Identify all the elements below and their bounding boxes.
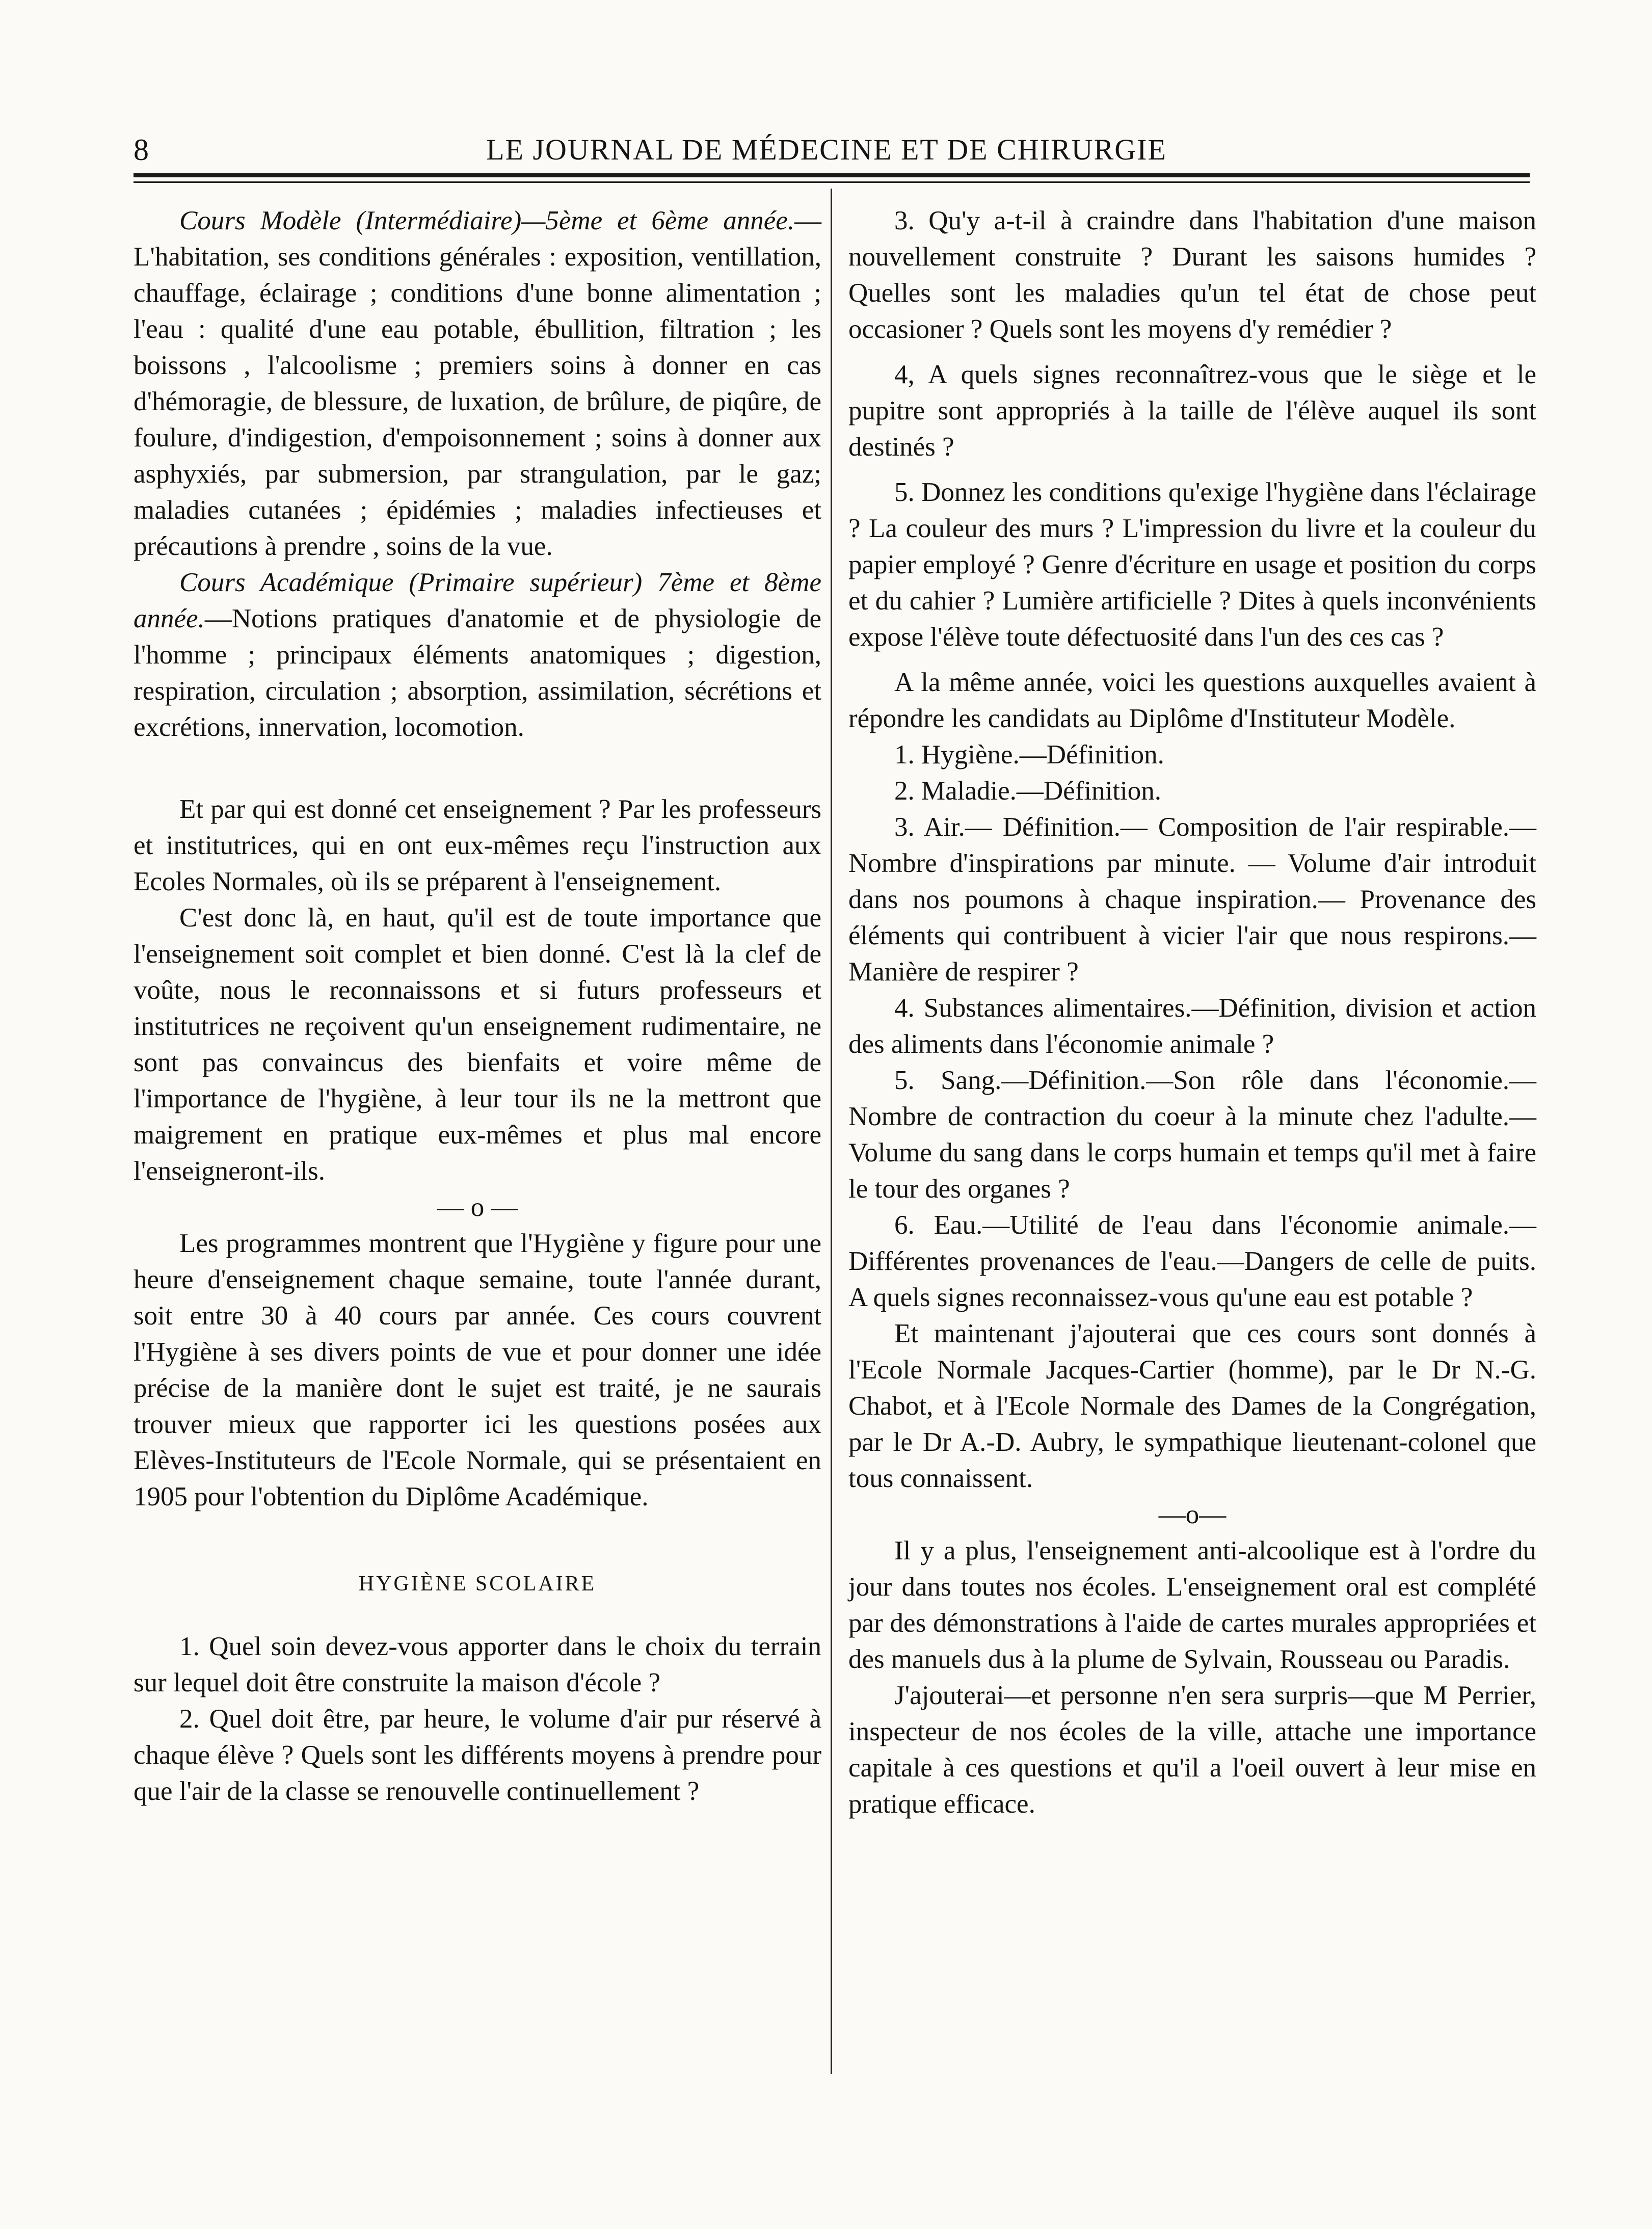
diploma-question-list [848,737,1536,1316]
course-intermediate-heading: Cours Modèle (Intermédiaire)—5ème et 6ème année. [179,206,794,235]
paragraph-anti-alcohol: Il y a plus, l'enseignement anti-alcoolique est à l'ordre du jour dans toutes nos écoles. L'enseignement oral est complété par des démonstrations à l'aide de cartes murales appropriées et des manuels dus à la plume de Sylvain, Rousseau ou Paradis. [848,1536,1536,1674]
paragraph-courses-given: Et maintenant j'ajouterai que ces cours sont donnés à l'Ecole Normale Jacques-Cartier (homme), par le Dr N.-G. Chabot, et à l'Ecole Normale des Dames de la Congrégation, par le Dr A.-D. Aubry, le sympathique lieutenant-colonel que tous connaissent. [848,1319,1536,1493]
question-item: 5. Donnez les conditions qu'exige l'hygiène dans l'éclairage ? La couleur des murs ? L'impression du livre et la couleur du papier employé ? Genre d'écriture en usage et position du corps et du cahier ? Lumière artificielle ? Dites à quels inconvénients expose l'élève toute défectuosité dans l'un des ces cas ? [848,477,1536,652]
question-list-right [848,203,1536,655]
paragraph-programmes: Les programmes montrent que l'Hygiène y figure pour une heure d'enseignement chaque semaine, toute l'année durant, soit entre 30 à 40 cours par année. Ces cours couvrent l'Hygiène à ses divers points de vue et pour donner une idée précise de la manière dont le sujet est traité, je ne saurais trouver mieux que rapporter ici les questions posées aux Elèves-Instituteurs de l'Ecole Normale, qui se présentaient en 1905 pour l'obtention du Diplôme Académique. [134,1229,821,1511]
course-intermediate-paragraph [134,203,821,565]
paragraph-importance: C'est donc là, en haut, qu'il est de toute importance que l'enseignement soit complet et bien donné. C'est là la clef de voûte, nous le reconnaissons et si futurs professeurs et institutrices ne reçoivent qu'un enseignement rudimentaire, ne sont pas convaincus des bienfaits et voire même de l'importance de l'hygiène, à leur tour ils ne la mettront que maigrement en pratique eux-mêmes et plus mal encore l'enseigneront-ils. [134,903,821,1186]
page-number: 8 [134,133,149,167]
diploma-question-item: 2. Maladie.—Définition. [894,776,1161,806]
course-academic-text: —Notions pratiques d'anatomie et de physiologie de l'homme ; principaux éléments anatomiques ; digestion, respiration, circulation ; absorption, assimilation, sécrétions et excrétions, innervation, locomotion. [134,604,821,742]
diploma-question-item: 6. Eau.—Utilité de l'eau dans l'économie animale.— Différentes provenances de l'eau.—Dangers de celle de puits. A quels signes reconnaissez-vous qu'une eau est potable ? [848,1210,1536,1312]
course-academic-heading: Cours Académique (Primaire supérieur) 7ème et 8ème année. [134,568,821,633]
course-intermediate-text: —L'habitation, ses conditions générales : exposition, ventillation, chauffage, éclairage ; conditions d'une bonne alimentation ; l'eau : qualité d'une eau potable, ébullition, filtration ; les boissons , l'alcoolisme ; premiers soins à donner en cas d'hémoragie, de blessure, de luxation, de brûlure, de piqûre, de foulure, d'indigestion, d'empoisonnement ; soins à donner aux asphyxiés, par submersion, par strangulation, par le gaz; maladies cutanées ; épidémies ; maladies infectieuses et précautions à prendre , soins de la vue. [134,206,821,561]
diploma-question-item: 3. Air.— Définition.— Composition de l'air respirable.— Nombre d'inspirations par minute. — Volume d'air introduit dans nos poumons à chaque inspiration.— Provenance des éléments qui contribuent à vicier l'air que nous respirons.—Manière de respirer ? [848,812,1536,987]
header-rule-thick [134,173,1530,177]
diploma-question-item: 5. Sang.—Définition.—Son rôle dans l'économie.— Nombre de contraction du coeur à la minute chez l'adulte.—Volume du sang dans le corps humain et temps qu'il met à faire le tour des organes ? [848,1066,1536,1204]
section-separator: —o— [1158,1500,1227,1529]
running-title: LE JOURNAL DE MÉDECINE ET DE CHIRURGIE [486,133,1167,166]
question-item: 2. Quel doit être, par heure, le volume d'air pur réservé à chaque élève ? Quels sont les différents moyens à prendre pour que l'air de la classe se renouvelle continuellement ? [134,1704,821,1806]
question-item: 4, A quels signes reconnaîtrez-vous que le siège et le pupitre sont appropriés à la taille de l'élève auquel ils sont destinés ? [848,360,1536,462]
paragraph-perrier: J'ajouterai—et personne n'en sera surpris—que M Perrier, inspecteur de nos écoles de la ville, attache une importance capitale à ces questions et qu'il a l'oeil ouvert à leur mise en pratique efficace. [848,1681,1536,1819]
paragraph-intro-diploma: A la même année, voici les questions auxquelles avaient à répondre les candidats au Diplôme d'Instituteur Modèle. [848,668,1536,733]
section-heading: HYGIÈNE SCOLAIRE [358,1572,597,1596]
question-list-left [134,1629,821,1810]
paragraph-teachers: Et par qui est donné cet enseignement ? Par les professeurs et institutrices, qui en ont eux-mêmes reçu l'instruction aux Ecoles Normales, où ils se préparent à l'enseignement. [134,794,821,896]
page-header [134,134,1520,166]
question-item: 3. Qu'y a-t-il à craindre dans l'habitation d'une maison nouvellement construite ? Durant les saisons humides ? Quelles sont les maladies qu'un tel état de chose peut occasioner ? Quels sont les moyens d'y remédier ? [848,206,1536,344]
section-separator: — o — [437,1192,518,1222]
column-divider [831,189,832,2074]
diploma-question-item: 4. Substances alimentaires.—Définition, division et action des aliments dans l'économie animale ? [848,993,1536,1059]
question-item: 1. Quel soin devez-vous apporter dans le choix du terrain sur lequel doit être construite la maison d'école ? [134,1632,821,1697]
right-column [848,203,1536,1822]
header-rule-thin [134,181,1530,183]
diploma-question-item: 1. Hygiène.—Définition. [894,740,1164,769]
course-academic-paragraph [134,565,821,746]
left-column [134,203,821,1810]
